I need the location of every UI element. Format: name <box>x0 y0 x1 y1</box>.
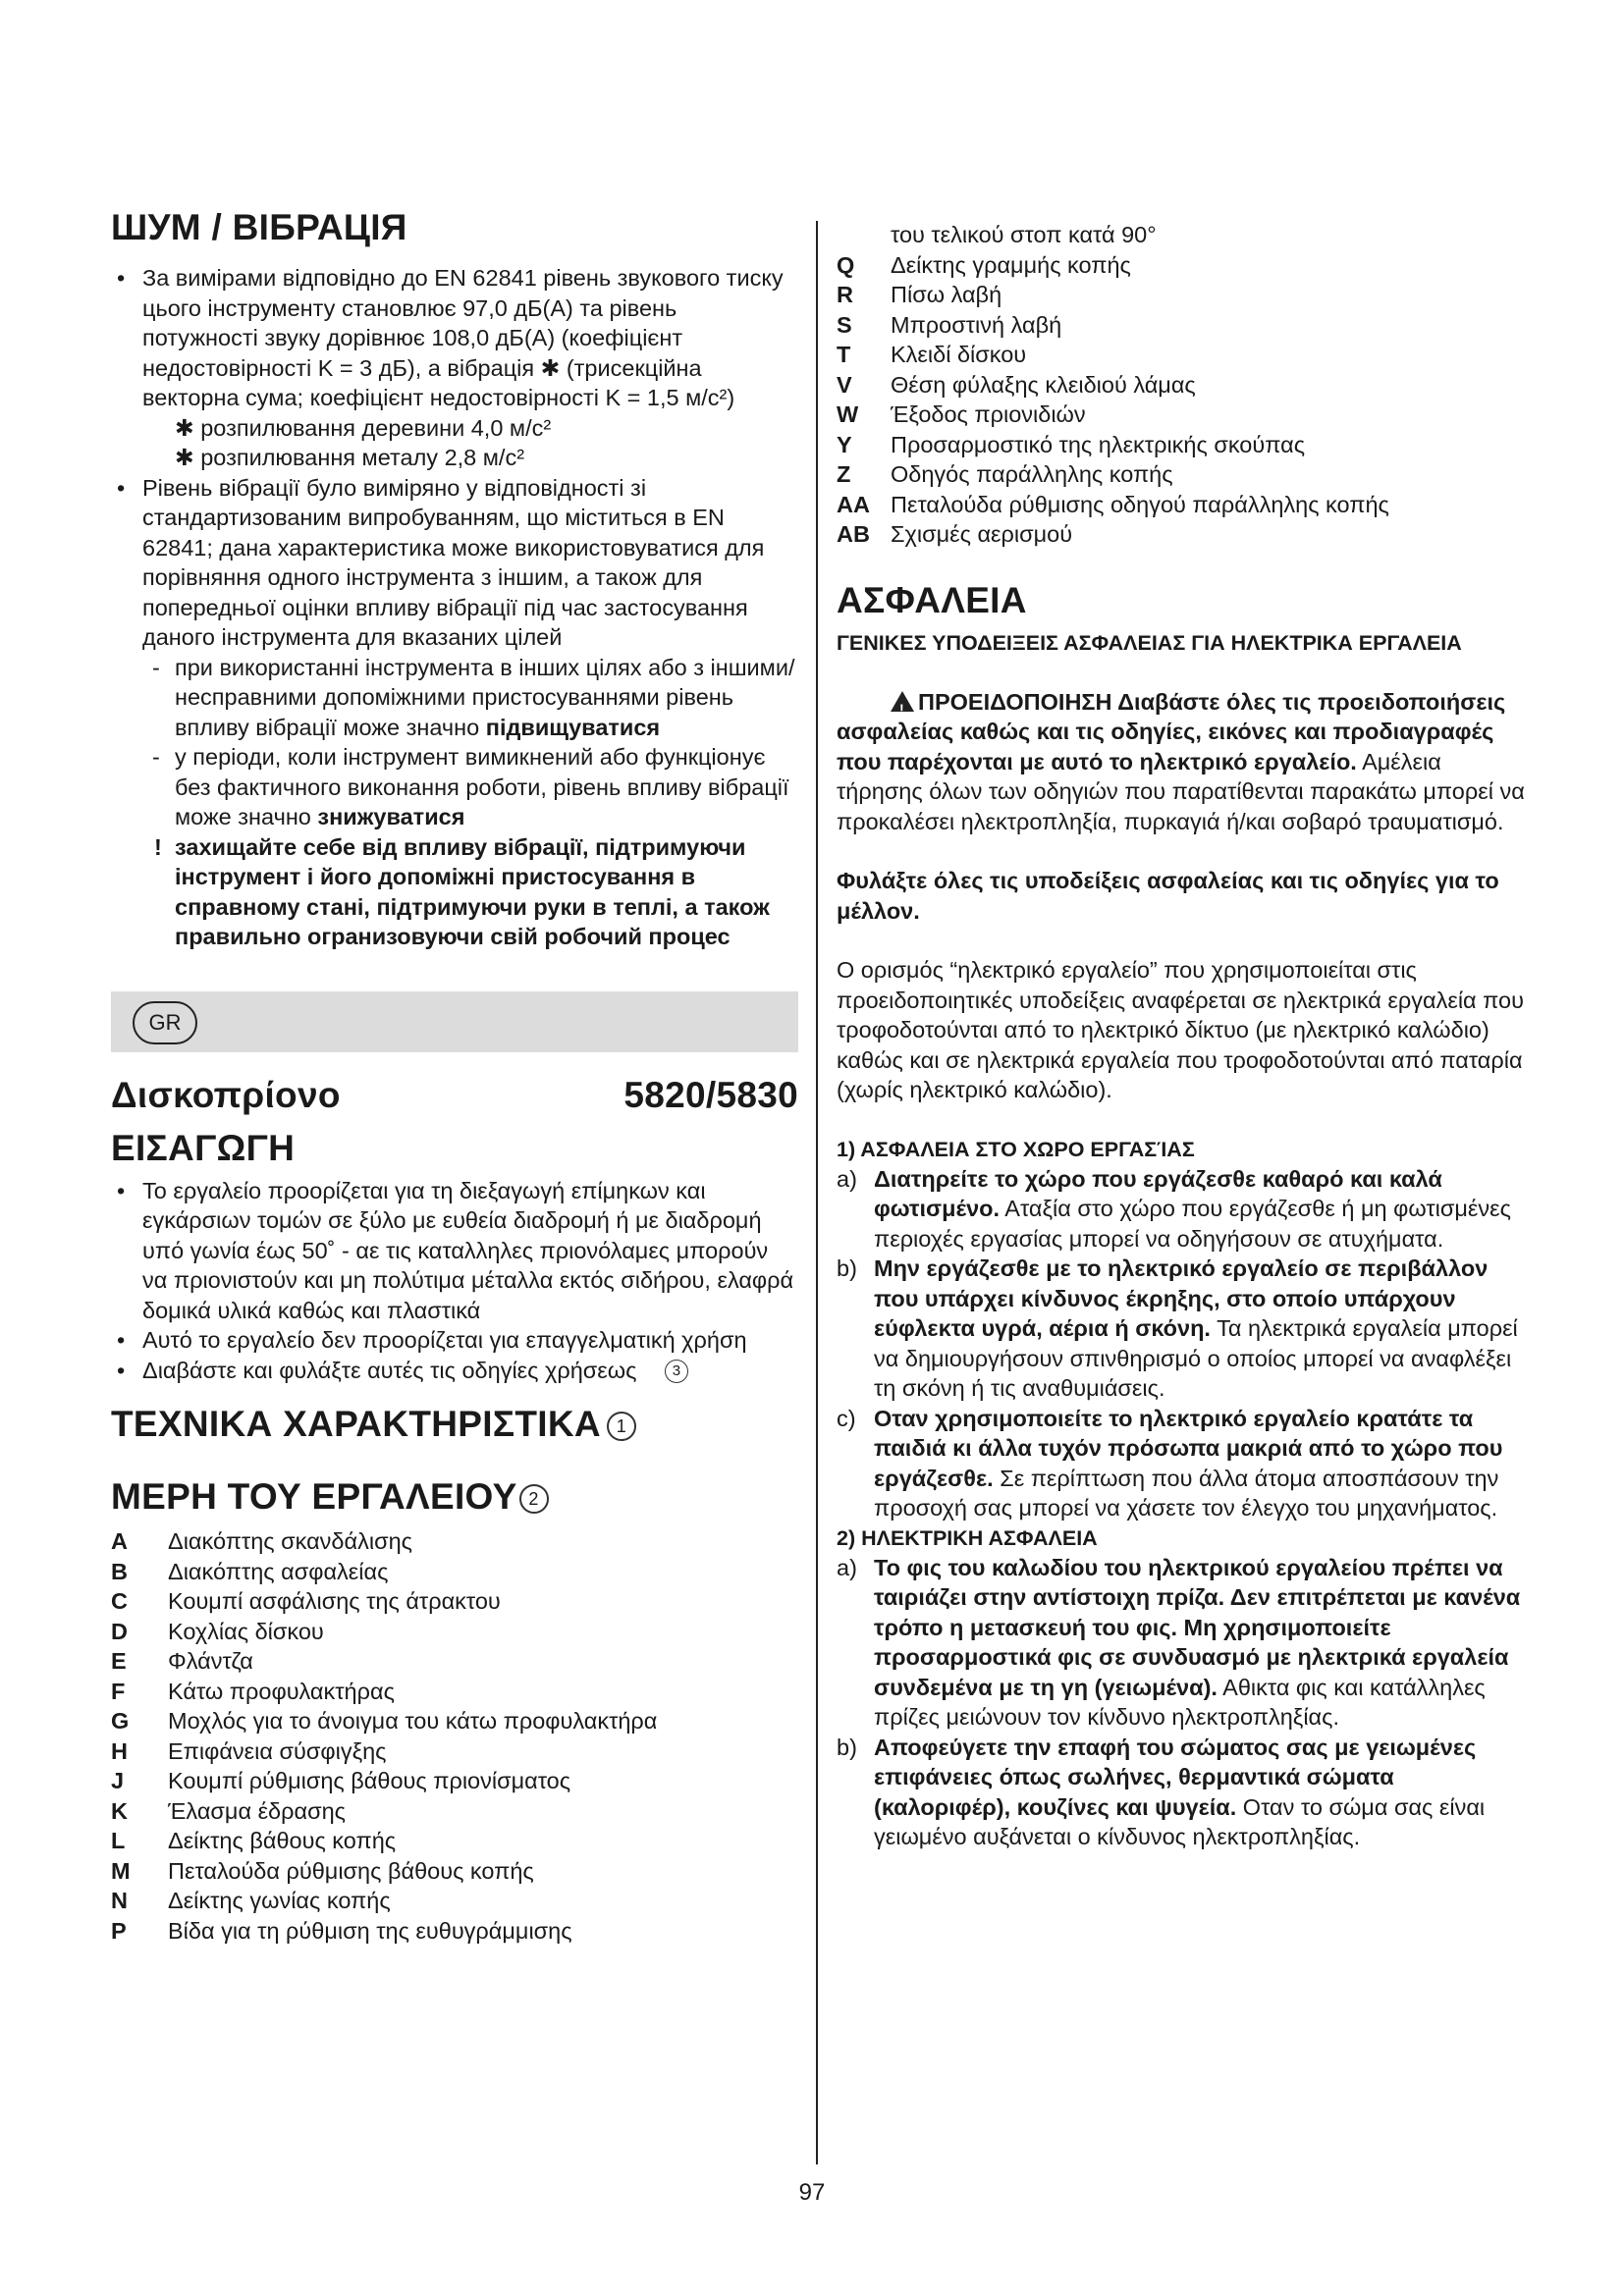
warning-triangle-icon <box>891 691 914 712</box>
parts-list <box>111 1526 798 1946</box>
part-key-b: B <box>111 1558 128 1584</box>
part-key-y: Y <box>837 431 852 457</box>
parts-list-continued <box>837 250 1532 550</box>
vibration-warning: ! захищайте себе від впливу вібрації, підтримуючи інструмент і його допоміжні пристосування в справному стані, підтримуючи руки в теплі, а також правильно огранизовуючи свій робочий процес <box>111 832 798 952</box>
part-label-b: Διακόπτης ασφαλείας <box>168 1558 389 1584</box>
part-label-m: Πεταλούδα ρύθμισης βάθους κοπής <box>168 1857 534 1884</box>
part-label-p: Βίδα για τη ρύθμιση της ευθυγράμμισης <box>168 1917 572 1944</box>
part-label-d: Κοχλίας δίσκου <box>168 1618 324 1644</box>
part-key-t: T <box>837 342 851 367</box>
part-key-j: J <box>111 1768 125 1793</box>
part-label-ab: Σχισμές αερισμού <box>891 521 1073 547</box>
product-header <box>111 1074 798 1117</box>
safety-title: ΑΣΦΑΛΕΙΑ <box>837 579 1027 620</box>
part-key-n: N <box>111 1888 128 1913</box>
noise-star-metal: ✱ розпилювання металу 2,8 м/c² <box>175 445 525 470</box>
part-label-l: Δείκτης βάθους κοπής <box>168 1828 397 1853</box>
part-key-l: L <box>111 1828 126 1853</box>
part-key-m: M <box>111 1857 131 1884</box>
section-2a <box>837 1553 1532 1733</box>
section-2b <box>837 1733 1532 1852</box>
page-number: 97 <box>798 2179 826 2206</box>
part-p-continued: του τελικού στοπ κατά 90° <box>891 222 1157 247</box>
part-key-g: G <box>111 1708 130 1734</box>
noise-bullet-1: • За вимірами відповідно до EN 62841 рівень звукового тиску цього інструменту становлює 97,0 дБ(A) та рівень потужності звуку дорівнює 108,0 дБ(A) (коефіцієнт недостовірності K = 3 дБ), а вібрація ✱ (трисекційна векторна сума; коефіцієнт недостовірності K = 1,5 м/c²) <box>111 263 798 413</box>
part-label-q: Δείκτης γραμμής κοπής <box>891 251 1131 278</box>
product-model: 5820/5830 <box>623 1074 798 1115</box>
part-label-f: Κάτω προφυλακτήρας <box>168 1678 395 1704</box>
part-key-r: R <box>837 282 853 307</box>
noise-bullet-2: • Рівень вібрації було виміряно у відповідності зі стандартизованим випробуванням, що міститься в EN 62841; дана характеристика може використовуватися для порівняння одного інструмента з іншим, а також для попередньої оцінки впливу вібрації під час застосування даного інструмента для вказаних цілей <box>111 473 798 653</box>
left-column <box>111 206 798 1946</box>
noise-dash-2 <box>111 742 798 832</box>
language-badge: GR <box>133 1001 197 1044</box>
label-b: b) <box>837 1734 857 1760</box>
section-1a <box>837 1164 1532 1255</box>
section-1b <box>837 1254 1532 1404</box>
keep-instructions: Φυλάξτε όλες τις υποδείξεις ασφαλείας και τις οδηγίες για το μέλλον. <box>837 868 1499 924</box>
section-2a-text: Αθικτα φις και κατάλληλες πρίζες μειώνουν τον κίνδυνο ηλεκτροπληξίας. <box>874 1674 1486 1730</box>
part-key-d: D <box>111 1618 128 1644</box>
label-a: a) <box>837 1165 857 1192</box>
section-2b-text: Οταν το σώμα σας είναι γειωμένο αυξάνεται ο κίνδυνος ηλεκτροπληξίας. <box>874 1793 1486 1849</box>
part-key-e: E <box>111 1648 127 1674</box>
part-label-k: Έλασμα έδρασης <box>168 1797 346 1824</box>
label-b: b) <box>837 1255 857 1281</box>
section-1c-text: Σε περίπτωση που άλλα άτομα αποσπάσουν την προσοχή σας μπορεί να χάσετε τον έλεγχο του μηχανήματος. <box>874 1465 1499 1521</box>
part-label-aa: Πεταλούδα ρύθμισης οδηγού παράλληλης κοπής <box>891 491 1389 517</box>
noise-dash-1 <box>111 653 798 743</box>
part-label-e: Φλάντζα <box>168 1648 253 1674</box>
section-1a-text: Αταξία στο χώρο που εργάζεσθε ή μη φωτισμένες περιοχές εργασίας μπορεί να οδηγήσουν σε ατυχήματα. <box>874 1196 1511 1252</box>
warning-paragraph <box>837 687 1532 837</box>
figure-ref-3: 3 <box>665 1360 688 1383</box>
tech-specs-title <box>111 1403 798 1446</box>
noise-star-wood: ✱ розпилювання деревини 4,0 м/c² <box>175 414 552 441</box>
general-safety-title: ΓΕΝΙΚΕΣ ΥΠΟΔΕΙΞΕΙΣ ΑΣΦΑΛΕΙΑΣ ΓΙΑ ΗΛΕΚΤΡΙΚΑ ΕΡΓΑΛΕΙΑ <box>837 630 1462 655</box>
right-column <box>837 220 1532 1852</box>
part-key-c: C <box>111 1588 128 1614</box>
power-tool-definition: Ο ορισμός “ηλεκτρικό εργαλείο” που χρησιμοποιείται στις προειδοποιητικές υποδείξεις αναφέρεται σε ηλεκτρικά εργαλεία που τροφοδοτούνται από το ηλεκτρικό δίκτυο (με ηλεκτρικό καλώδιο) καθώς και σε ηλεκτρικά εργαλεία που τροφοδοτούνται από παταρία (χωρίς ηλεκτρικό καλώδιο). <box>837 957 1524 1102</box>
warning-bold-text: ΠΡΟΕΙΔΟΠΟΙΗΣΗ Διαβάστε όλες τις προειδοποιήσεις ασφαλείας καθώς και τις οδηγίες, εικόνες και προδιαγραφές που παρέχονται με αυτό το ηλεκτρικό εργαλείο. <box>837 688 1506 774</box>
part-label-s: Μπροστινή λαβή <box>891 311 1062 338</box>
dash-2-bold: знижуватися <box>317 804 465 829</box>
part-label-y: Προσαρμοστικό της ηλεκτρικής σκούπας <box>891 431 1306 457</box>
part-label-c: Κουμπί ασφάλισης της άτρακτου <box>168 1588 501 1614</box>
section-1c-bold: Οταν χρησιμοποιείτε το ηλεκτρικό εργαλείο κρατάτε τα παιδιά κι άλλα τυχόν πρόσωπα μακριά από το χώρο που εργάζεσθε. <box>874 1405 1503 1491</box>
product-name: Δισκοπρίονο <box>111 1074 341 1115</box>
part-label-n: Δείκτης γωνίας κοπής <box>168 1888 391 1913</box>
column-divider <box>816 221 818 2164</box>
part-label-z: Οδηγός παράλληλης κοπής <box>891 461 1173 487</box>
intro-bullet-1: • Το εργαλείο προορίζεται για τη διεξαγωγή επίμηκων και εγκάρσιων τομών σε ξύλο με ευθεία διαδρομή ή με διαδρομή υπό γωνία έως 50˚ - αε τις καταλληλες πριονόλαμες μπορούν να πριονιστούν και μη πολύτιμα μέταλλα εκτός σιδήρου, ελαφρά δομικά υλικά καθώς και πλαστικά <box>111 1176 798 1326</box>
label-a: a) <box>837 1554 857 1580</box>
part-key-a: A <box>111 1528 128 1554</box>
part-key-v: V <box>837 371 852 398</box>
tech-specs-title-text: ΤΕΧΝΙΚΑ ΧΑΡΑΚΤΗΡΙΣΤΙΚΑ <box>111 1404 601 1444</box>
part-key-w: W <box>837 401 859 427</box>
figure-ref-1: 1 <box>607 1412 636 1441</box>
warning-text: Αμέλεια τήρησης όλων των οδηγιών που παρατίθενται παρακάτω μπορεί να προκαλέσει ηλεκτροπληξία, πυρκαγιά ή/και σοβαρό τραυματισμό. <box>837 748 1525 834</box>
part-label-j: Κουμπί ρύθμισης βάθους πριονίσματος <box>168 1768 571 1793</box>
part-key-aa: AA <box>837 491 870 517</box>
part-key-f: F <box>111 1678 126 1704</box>
section-1-title: 1) ΑΣΦΑΛΕΙΑ ΣΤΟ ΧΩΡΟ ΕΡΓΑΣΊΑΣ <box>837 1137 1195 1161</box>
parts-title <box>111 1475 798 1519</box>
part-key-s: S <box>837 311 852 338</box>
part-key-k: K <box>111 1797 128 1824</box>
section-1b-bold: Μην εργάζεσθε με το ηλεκτρικό εργαλείο σε περιβάλλον που υπάρχει κίνδυνος έκρηξης, στο οποίο υπάρχουν εύφλεκτα υγρά, αέρια ή σκόνη. <box>874 1255 1489 1341</box>
intro-title: ΕΙΣΑΓΩΓΗ <box>111 1127 296 1168</box>
part-label-g: Μοχλός για το άνοιγμα του κάτω προφυλακτήρα <box>168 1708 658 1734</box>
section-2b-bold: Αποφεύγετε την επαφή του σώματος σας με γειωμένες επιφάνειες όπως σωλήνες, θερμαντικά σώματα (καλοριφέρ), κουζίνες και ψυγεία. <box>874 1734 1477 1820</box>
dash-1-text: при використанні інструмента в інших цілях або з іншими/несправними допоміжними пристосуваннями рівень впливу вібрації може значно <box>175 654 795 740</box>
dash-1-bold: підвищуватися <box>485 714 661 740</box>
part-label-t: Κλειδί δίσκου <box>891 342 1027 367</box>
part-label-w: Έξοδος πριονιδιών <box>891 401 1086 427</box>
intro-bullet-3-text: Διαβάστε και φυλάξτε αυτές τις οδηγίες χρήσεως <box>142 1357 637 1383</box>
figure-ref-2: 2 <box>519 1484 549 1514</box>
part-key-h: H <box>111 1737 128 1764</box>
part-label-v: Θέση φύλαξης κλειδιού λάμας <box>891 371 1196 398</box>
section-2-title: 2) ΗΛΕΚΤΡΙΚΗ ΑΣΦΑΛΕΙΑ <box>837 1525 1098 1550</box>
part-key-z: Z <box>837 461 851 487</box>
label-c: c) <box>837 1405 856 1431</box>
noise-vibration-title: ШУМ / ВІБРАЦІЯ <box>111 207 407 247</box>
parts-title-text: ΜΕΡΗ ΤΟΥ ΕΡΓΑΛΕΙΟΥ <box>111 1476 517 1517</box>
part-label-h: Επιφάνεια σύσφιγξης <box>168 1737 387 1764</box>
language-banner <box>111 991 798 1052</box>
section-1c <box>837 1404 1532 1523</box>
section-2a-bold: Το φις του καλωδίου του ηλεκτρικού εργαλείου πρέπει να ταιριάζει στην αντίστοιχη πρίζα. Δεν επιτρέπεται με κανένα τρόπο η μετασκευή του φις. Μη χρησιμοποιείτε προσαρμοστικά φις σε συνδυασμό με ηλεκτρικά εργαλεία συνδεμένα με τη γη (γειωμένα). <box>874 1554 1521 1700</box>
part-key-p: P <box>111 1917 127 1944</box>
intro-bullet-3 <box>111 1356 798 1386</box>
section-1b-text: Τα ηλεκτρικά εργαλεία μπορεί να δημιουργήσουν σπινθηρισμό ο οποίος μπορεί να αναφλέξει τη σκόνη ή τις αναθυμιάσεις. <box>874 1315 1518 1401</box>
part-label-r: Πίσω λαβή <box>891 282 1002 307</box>
dash-2-text: у періоди, коли інструмент вимикнений або функціонує без фактичного виконання роботи, рівень впливу вібрації може значно <box>175 744 789 829</box>
section-1a-bold: Διατηρείτε το χώρο που εργάζεσθε καθαρό και καλά φωτισμένο. <box>874 1165 1442 1221</box>
part-key-ab: AB <box>837 521 870 547</box>
part-label-a: Διακόπτης σκανδάλισης <box>168 1528 412 1554</box>
part-key-q: Q <box>837 251 855 278</box>
intro-bullet-2: • Αυτό το εργαλείο δεν προορίζεται για επαγγελματική χρήση <box>111 1325 798 1356</box>
